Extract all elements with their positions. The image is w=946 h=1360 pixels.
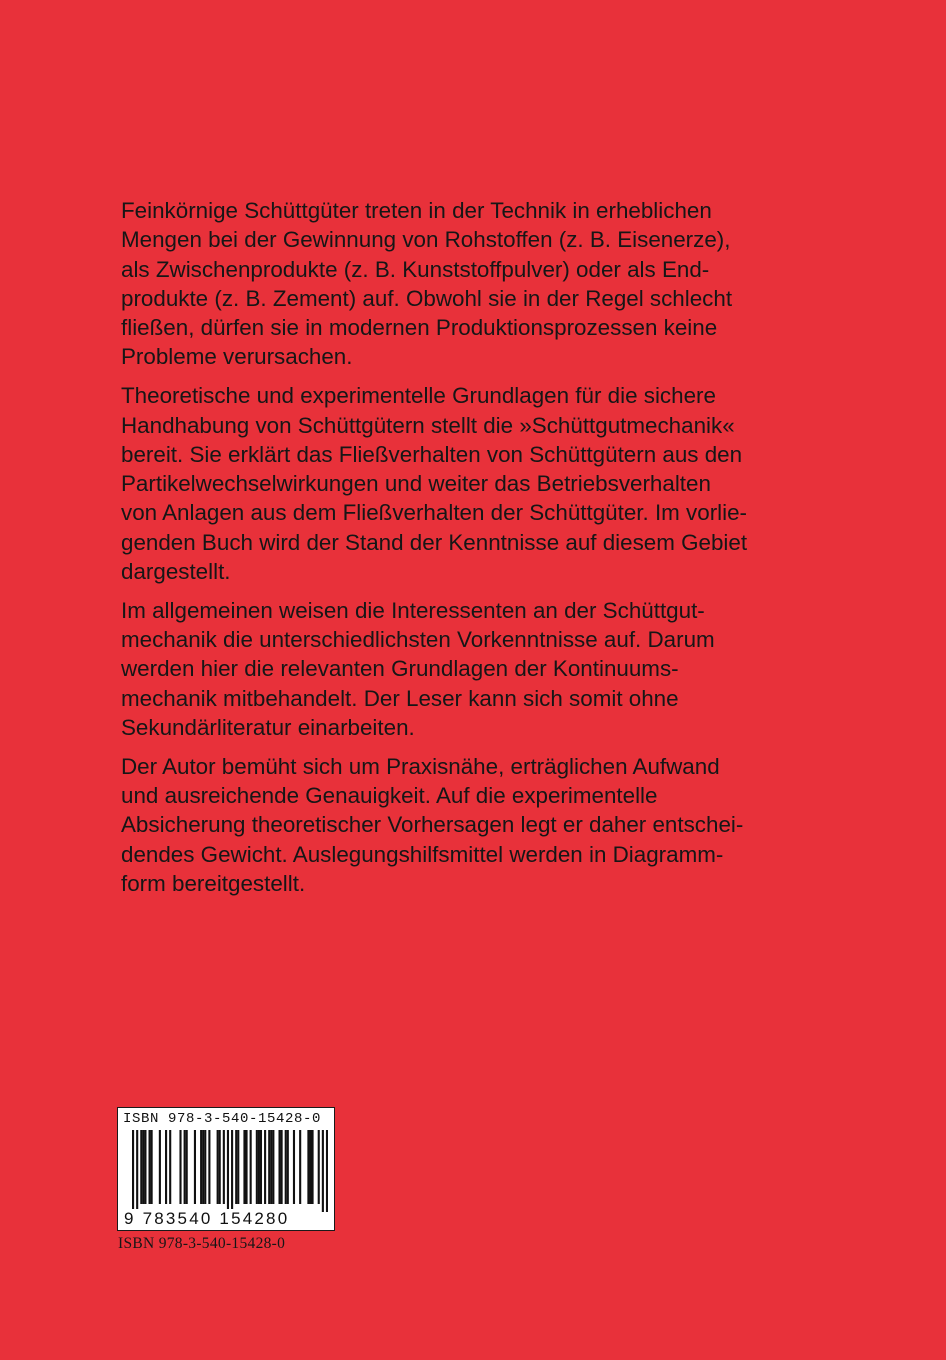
barcode-bar: [285, 1130, 287, 1204]
barcode-bar: [200, 1130, 202, 1204]
back-cover-blurb: [121, 196, 821, 898]
barcode-bar: [132, 1130, 134, 1212]
blurb-line: Sekundärliteratur einarbeiten.: [121, 715, 415, 741]
barcode-bar: [309, 1130, 311, 1204]
blurb-line: Probleme verursachen.: [121, 344, 353, 370]
isbn-barcode: [117, 1107, 335, 1231]
barcode-bar: [217, 1130, 219, 1204]
barcode-bar: [223, 1130, 225, 1204]
barcode-bar: [278, 1130, 280, 1204]
blurb-line: Der Autor bemüht sich um Praxisnähe, erträglichen Aufwand: [121, 753, 720, 779]
blurb-line: dendes Gewicht. Auslegungshilfsmittel werden in Diagramm-: [121, 841, 724, 867]
barcode-bar: [194, 1130, 196, 1204]
barcode-bar: [144, 1130, 146, 1204]
blurb-line: form bereitgestellt.: [121, 871, 306, 897]
barcode-bar: [281, 1130, 283, 1204]
blurb-line: Feinkörnige Schüttgüter treten in der Technik in erheblichen: [121, 198, 712, 223]
blurb-line: und ausreichende Genauigkeit. Auf die experimentelle: [121, 783, 658, 809]
barcode-isbn-label: ISBN 978-3-540-15428-0: [123, 1111, 322, 1127]
barcode-bar: [250, 1130, 252, 1204]
blurb-line: Im allgemeinen weisen die Interessenten an der Schüttgut-: [121, 597, 705, 623]
barcode-bar: [318, 1130, 320, 1204]
blurb-line: Partikelwechselwirkungen und weiter das Betriebsverhalten: [121, 471, 711, 497]
barcode-bar: [227, 1130, 229, 1212]
barcode-bar: [231, 1130, 233, 1212]
blurb-line: Mengen bei der Gewinnung von Rohstoffen (z. B. Eisenerze),: [121, 227, 731, 253]
barcode-bar: [219, 1130, 221, 1204]
barcode-bar: [260, 1130, 262, 1204]
barcode-bar: [149, 1130, 151, 1204]
blurb-paragraph-3: [121, 596, 821, 742]
barcode-bar: [268, 1130, 270, 1204]
blurb-line: Theoretische und experimentelle Grundlagen für die sichere: [121, 383, 716, 409]
barcode-bar: [136, 1130, 138, 1212]
blurb-line: fließen, dürfen sie in modernen Produktionsprozessen keine: [121, 315, 718, 341]
barcode-bar: [159, 1130, 161, 1204]
blurb-line: als Zwischenprodukte (z. B. Kunststoffpulver) oder als End-: [121, 256, 710, 282]
blurb-line: dargestellt.: [121, 559, 231, 585]
barcode-bar: [264, 1130, 266, 1204]
barcode-bars: [132, 1130, 328, 1212]
barcode-bar: [311, 1130, 313, 1204]
blurb-paragraph-2: [121, 381, 821, 586]
barcode-bar: [322, 1130, 324, 1212]
barcode-bar: [204, 1130, 206, 1204]
barcode-bar: [140, 1130, 142, 1204]
barcode-bar: [293, 1130, 295, 1204]
barcode-bar: [243, 1130, 245, 1204]
barcode-bar: [151, 1130, 153, 1204]
blurb-paragraph-1: [121, 196, 821, 372]
isbn-text: ISBN 978-3-540-15428-0: [118, 1235, 286, 1252]
blurb-line: genden Buch wird der Stand der Kenntnisse auf diesem Gebiet: [121, 529, 748, 555]
barcode-bar: [179, 1130, 181, 1204]
barcode-bar: [202, 1130, 204, 1204]
blurb-line: Absicherung theoretischer Vorhersagen legt er daher entschei-: [121, 812, 744, 838]
barcode-bar: [169, 1130, 171, 1204]
barcode-bar: [235, 1130, 237, 1204]
blurb-line: mechanik die unterschiedlichsten Vorkenntnisse auf. Darum: [121, 627, 715, 653]
barcode-bar: [184, 1130, 186, 1204]
barcode-bar: [326, 1130, 328, 1212]
barcode-bar: [237, 1130, 239, 1204]
blurb-line: produkte (z. B. Zement) auf. Obwohl sie in der Regel schlecht: [121, 285, 733, 311]
barcode-bar: [258, 1130, 260, 1204]
blurb-line: von Anlagen aus dem Fließverhalten der Schüttgüter. Im vorlie-: [121, 500, 748, 526]
barcode-bar: [186, 1130, 188, 1204]
barcode-bar: [165, 1130, 167, 1204]
barcode-bar: [270, 1130, 272, 1204]
blurb-line: werden hier die relevanten Grundlagen der Kontinuums-: [121, 656, 679, 682]
barcode-bar: [142, 1130, 144, 1204]
blurb-paragraph-4: [121, 752, 821, 898]
barcode-bar: [208, 1130, 210, 1204]
barcode-bar: [307, 1130, 309, 1204]
blurb-line: bereit. Sie erklärt das Fließverhalten von Schüttgütern aus den: [121, 441, 743, 467]
blurb-line: Handhabung von Schüttgütern stellt die »Schüttgutmechanik«: [121, 412, 735, 438]
barcode-bar: [287, 1130, 289, 1204]
barcode-ean-digits: 9 783540 154280: [124, 1209, 290, 1228]
blurb-line: mechanik mitbehandelt. Der Leser kann sich somit ohne: [121, 685, 679, 711]
barcode-bar: [245, 1130, 247, 1204]
barcode-bar: [272, 1130, 274, 1204]
barcode-bar: [299, 1130, 301, 1204]
barcode-bar: [256, 1130, 258, 1204]
